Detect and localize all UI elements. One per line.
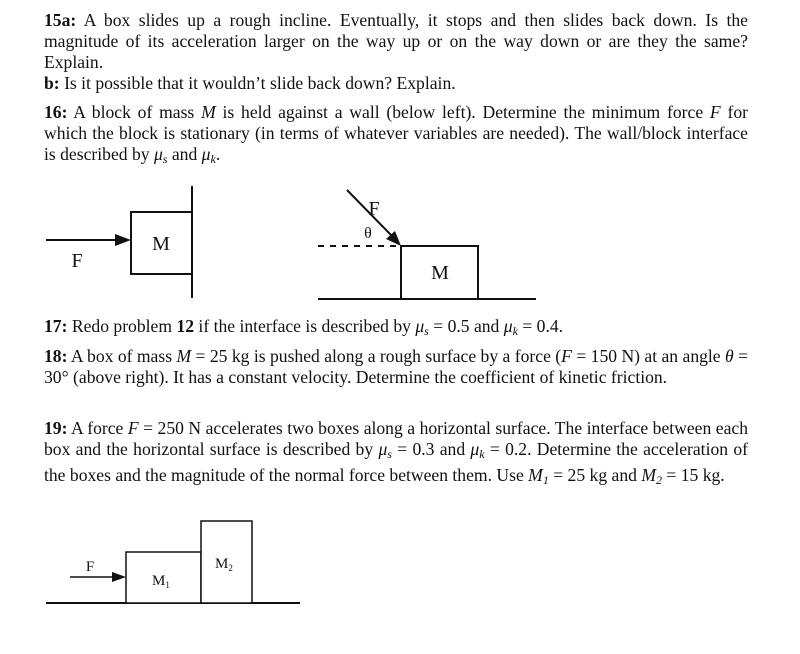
sub-s: s [162, 152, 168, 166]
problem-18-label: 18: [44, 346, 68, 366]
wall-block-label: M [152, 233, 170, 255]
wall-force-label: F [71, 250, 83, 272]
problem-19-eq-3: = 25 kg and [548, 465, 642, 485]
problem-15b-label: b: [44, 73, 60, 93]
mu-symbol: μ [503, 316, 513, 336]
m2-letter: M [215, 556, 229, 572]
angled-block-label: M [431, 262, 449, 284]
sub-k: k [512, 324, 518, 338]
problem-16-label: 16: [44, 102, 68, 122]
var-F: F [127, 418, 139, 438]
sub-s: s [387, 447, 392, 461]
var-M: M [201, 102, 216, 122]
var-M: M [176, 346, 192, 366]
m2-subscript: 2 [228, 563, 233, 573]
angled-force-label: F [368, 198, 380, 220]
problem-16-and: and [167, 144, 202, 164]
sub-2: 2 [655, 473, 662, 487]
problem-17-label: 17: [44, 316, 68, 336]
problem-ref-number: 12 [176, 316, 195, 336]
problem-16-end: . [215, 144, 221, 164]
angle-theta-label: θ [364, 225, 372, 242]
var-M: M [641, 465, 656, 485]
var-theta: θ [725, 346, 734, 366]
sub-s: s [424, 324, 429, 338]
two-box-force-arrowhead [112, 572, 126, 582]
problem-18-text-3: = 150 N) at an angle [571, 346, 726, 366]
problem-17-eq-1: = 0.5 and [428, 316, 504, 336]
mu-symbol: μ [378, 439, 388, 459]
sub-1: 1 [542, 473, 549, 487]
sub-k: k [479, 447, 485, 461]
problem-19-eq-1: = 0.3 and [391, 439, 471, 459]
problem-15b-text: Is it possible that it wouldn’t slide back down? Explain. [64, 73, 456, 93]
problem-19-eq-4: = 15 kg. [661, 465, 725, 485]
problem-17-text-1: Redo problem [71, 316, 177, 336]
problem-17-eq-2: = 0.4. [517, 316, 564, 336]
problem-18-text-2: = 25 kg is pushed along a rough surface by a force ( [191, 346, 562, 366]
problem-18-text-1: A box of mass [70, 346, 177, 366]
sub-k: k [210, 152, 216, 166]
problem-16-text-2: is held against a wall (below left). Determine the minimum force [215, 102, 710, 122]
two-box-force-label: F [85, 559, 95, 575]
problem-19-text-1: A force [70, 418, 128, 438]
mu-symbol: μ [153, 144, 163, 164]
problem-18-text-4: = 30° (above right). It has a constant velocity. Determine the coefficient of kinetic friction. [44, 346, 748, 387]
var-F: F [709, 102, 721, 122]
problem-19-text-3: = 0.2. Determine the acceleration of the boxes and the magnitude of the normal force between them. Use [44, 439, 748, 485]
var-F: F [561, 346, 572, 366]
m1-subscript: 1 [165, 580, 170, 590]
var-M: M [528, 465, 543, 485]
problem-15a-label: 15a: [44, 10, 77, 30]
mu-symbol: μ [470, 439, 480, 459]
problem-16-text-1: A block of mass [73, 102, 202, 122]
problem-19-label: 19: [44, 418, 68, 438]
m1-letter: M [152, 573, 166, 589]
problem-16-text-3: for which the block is stationary (in terms of whatever variables are needed). The wall/block interface is described by [44, 102, 748, 164]
problem-19-text-2: = 250 N accelerates two boxes along a horizontal surface. The interface between each box and the horizontal surface is described by [44, 418, 748, 459]
mu-symbol: μ [201, 144, 211, 164]
mu-symbol: μ [415, 316, 425, 336]
problem-17-text-2: if the interface is described by [194, 316, 416, 336]
problem-15a-text: A box slides up a rough incline. Eventually, it stops and then slides back down. Is the magnitude of its acceleration larger on the way up or on the way down or are they the same? Explain. [44, 10, 748, 72]
